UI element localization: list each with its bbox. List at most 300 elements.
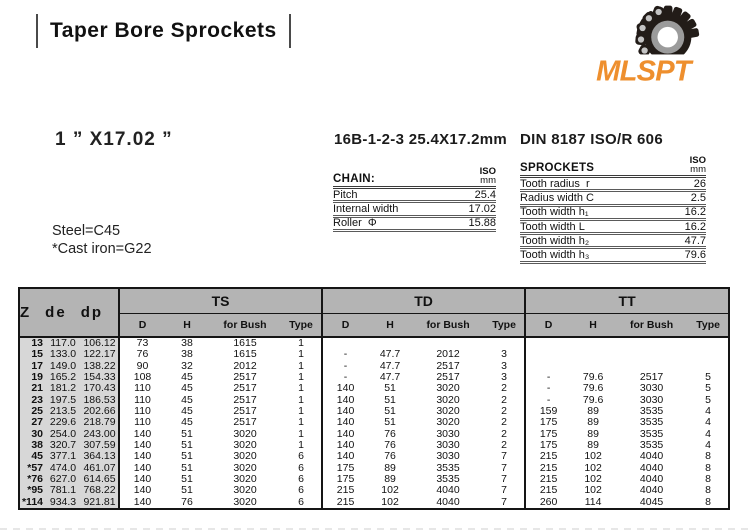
chain-spec-header xyxy=(333,167,496,189)
cell-value: - xyxy=(322,372,368,383)
spec-row xyxy=(520,192,706,206)
cell-de: 627.0 xyxy=(45,474,81,485)
cell-value: 4 xyxy=(705,417,712,429)
cell-value: 102 xyxy=(584,451,602,463)
table-row xyxy=(19,406,729,417)
spec-value: 15.88 xyxy=(468,217,496,230)
cell-value xyxy=(525,361,571,372)
cell-dp: 921.81 xyxy=(81,497,119,509)
group-header-ts: TS xyxy=(119,288,322,313)
cell-value xyxy=(688,337,729,349)
cell-value: 7 xyxy=(501,451,507,463)
cell-value: 4040 xyxy=(639,473,664,485)
cell-value: - xyxy=(322,349,368,360)
cell-value: 79.6 xyxy=(582,383,604,395)
spec-value: 47.7 xyxy=(684,234,706,247)
cell-value xyxy=(571,337,615,349)
cell-dp: 138.22 xyxy=(81,361,119,372)
cell-value: 2012 xyxy=(233,360,257,372)
cell-value: 1615 xyxy=(233,349,257,361)
header-dp: dp xyxy=(80,304,104,321)
cell-value: 4040 xyxy=(639,462,664,474)
cell-value: 76 xyxy=(119,349,165,360)
cell-de: 934.3 xyxy=(45,497,81,509)
cell-de: 133.0 xyxy=(45,349,81,360)
spec-row xyxy=(520,221,706,235)
cell-value: 110 xyxy=(119,395,165,406)
chain-spec-rows xyxy=(333,189,496,232)
cell-value: 215 xyxy=(322,485,368,496)
cell-value: 4040 xyxy=(436,496,460,508)
cell-value: - xyxy=(525,383,571,394)
cell-z: 15 xyxy=(19,349,45,360)
cell-value: - xyxy=(525,372,571,383)
cell-value: 3030 xyxy=(639,394,664,406)
cell-value: 3 xyxy=(501,360,507,372)
cell-value: 4040 xyxy=(639,451,664,463)
cell-value: 175 xyxy=(322,474,368,485)
chain-number-heading: 16B-1-2-3 25.4X17.2mm xyxy=(334,131,508,148)
cell-z: 27 xyxy=(19,417,45,428)
cell-value: 3535 xyxy=(639,405,664,417)
cell-dp: 461.07 xyxy=(81,463,119,474)
cell-value: 110 xyxy=(119,406,165,417)
cell-value: 3535 xyxy=(639,417,664,429)
cell-z: 21 xyxy=(19,383,45,394)
chain-spec-table xyxy=(333,167,496,232)
cell-value: 2517 xyxy=(233,417,257,429)
cell-value: 3020 xyxy=(436,394,460,406)
cell-value: 2 xyxy=(501,405,507,417)
cell-value: 102 xyxy=(584,485,602,497)
cell-value: 2517 xyxy=(436,371,460,383)
cell-value: 1 xyxy=(298,405,304,417)
cell-value: 45 xyxy=(181,417,193,429)
spec-label: Roller Φ xyxy=(333,217,377,230)
cell-value: - xyxy=(322,361,368,372)
cell-value: 89 xyxy=(587,405,599,417)
cell-value: 159 xyxy=(525,406,571,417)
page-title: Taper Bore Sprockets xyxy=(50,19,277,42)
cell-value: 3030 xyxy=(436,451,460,463)
spec-value: 25.4 xyxy=(474,188,496,201)
logo-wordmark: MLSPT xyxy=(596,55,691,86)
cell-dp: 364.13 xyxy=(81,451,119,462)
cell-value: 8 xyxy=(705,473,712,485)
cell-value: 76 xyxy=(384,439,396,451)
cell-de: 229.6 xyxy=(45,417,81,428)
cell-value: 102 xyxy=(381,485,399,497)
table-row xyxy=(19,417,729,428)
cell-value: 1 xyxy=(298,394,304,406)
spec-row xyxy=(333,189,496,203)
cell-value: 3020 xyxy=(436,383,460,395)
cell-value: 32 xyxy=(181,360,193,372)
cell-z: 30 xyxy=(19,429,45,440)
sprocket-spec-table xyxy=(520,156,706,264)
cell-value: 6 xyxy=(298,462,304,474)
col-header-td-forbush: for Bush xyxy=(412,313,484,337)
cell-de: 149.0 xyxy=(45,361,81,372)
cell-value: 4045 xyxy=(639,496,664,508)
cell-value: 89 xyxy=(384,473,396,485)
cell-value: 2 xyxy=(501,428,507,440)
group-header-tt: TT xyxy=(525,288,729,313)
header-z-de-dp xyxy=(19,288,119,337)
cell-value: 79.6 xyxy=(582,371,604,383)
cell-value: 7 xyxy=(501,485,507,497)
cell-de: 474.0 xyxy=(45,463,81,474)
cell-value: 215 xyxy=(525,485,571,496)
cell-value: 4 xyxy=(705,439,712,451)
chain-spec-title: CHAIN: xyxy=(333,173,376,185)
material-notes xyxy=(52,222,152,258)
cell-dp: 122.17 xyxy=(81,349,119,360)
cell-z: 23 xyxy=(19,395,45,406)
cell-z: 45 xyxy=(19,451,45,462)
cell-value xyxy=(368,337,412,349)
cell-value xyxy=(525,337,571,349)
cell-value: 76 xyxy=(384,428,396,440)
cell-value: 140 xyxy=(322,429,368,440)
cell-value: 140 xyxy=(119,474,165,485)
cell-value: 140 xyxy=(322,417,368,428)
cell-z: *57 xyxy=(19,463,45,474)
cell-value: 6 xyxy=(298,485,304,497)
page-edge-artifact xyxy=(0,528,750,530)
cell-de: 254.0 xyxy=(45,429,81,440)
cell-z: 13 xyxy=(19,337,45,349)
cell-dp: 614.65 xyxy=(81,474,119,485)
cell-value xyxy=(571,349,615,360)
table-row xyxy=(19,337,729,349)
cell-value: 140 xyxy=(119,440,165,451)
cell-value: 3535 xyxy=(639,439,664,451)
table-row xyxy=(19,349,729,360)
cell-value: 3030 xyxy=(436,428,460,440)
cell-value: 45 xyxy=(181,371,193,383)
cell-value: 89 xyxy=(384,462,396,474)
cell-de: 117.0 xyxy=(45,337,81,349)
col-header-ts-h: H xyxy=(165,313,209,337)
cell-value: 102 xyxy=(584,462,602,474)
cell-dp: 218.79 xyxy=(81,417,119,428)
cell-value: 140 xyxy=(322,383,368,394)
cell-value: 47.7 xyxy=(379,349,401,361)
cell-de: 213.5 xyxy=(45,406,81,417)
col-header-td-type: Type xyxy=(484,313,525,337)
cell-value: 8 xyxy=(705,451,712,463)
din-standard-heading: DIN 8187 ISO/R 606 xyxy=(520,131,663,148)
cell-value: 6 xyxy=(298,473,304,485)
cell-value: 140 xyxy=(119,451,165,462)
table-row xyxy=(19,383,729,394)
cell-value: 2517 xyxy=(436,360,460,372)
cell-value: 140 xyxy=(119,429,165,440)
cell-value: 1 xyxy=(298,360,304,372)
cell-value: 2 xyxy=(501,394,507,406)
spec-label: Internal width xyxy=(333,202,399,215)
cell-value: - xyxy=(525,395,571,406)
spec-value: 16.2 xyxy=(684,220,706,233)
cell-value: 5 xyxy=(705,371,712,383)
cell-value: 175 xyxy=(525,429,571,440)
cell-value: 215 xyxy=(525,451,571,462)
table-row xyxy=(19,463,729,474)
spec-row xyxy=(333,218,496,232)
spec-label: Pitch xyxy=(333,188,358,201)
cell-value: 45 xyxy=(181,405,193,417)
cell-value: 2 xyxy=(501,417,507,429)
cell-de: 377.1 xyxy=(45,451,81,462)
cell-value: 3020 xyxy=(233,485,257,497)
cell-value: 140 xyxy=(322,395,368,406)
cell-value: 7 xyxy=(501,496,507,508)
cell-value: 7 xyxy=(501,473,507,485)
spec-label: Tooth width h₃ xyxy=(520,249,590,262)
table-row xyxy=(19,372,729,383)
spec-value: 17.02 xyxy=(468,202,496,215)
table-row xyxy=(19,361,729,372)
cell-value: 3020 xyxy=(233,451,257,463)
col-header-td-d: D xyxy=(322,313,368,337)
cell-dp: 154.33 xyxy=(81,372,119,383)
cell-value: 89 xyxy=(587,428,599,440)
cell-value: 6 xyxy=(298,451,304,463)
table-row xyxy=(19,485,729,496)
spec-value: 2.5 xyxy=(690,191,706,204)
cell-z: 25 xyxy=(19,406,45,417)
cell-dp: 768.22 xyxy=(81,485,119,496)
cell-value: 38 xyxy=(181,349,193,361)
spec-row xyxy=(333,203,496,217)
cell-value: 3030 xyxy=(436,439,460,451)
cell-value: 51 xyxy=(384,394,396,406)
cell-z: 17 xyxy=(19,361,45,372)
cell-value: 140 xyxy=(322,440,368,451)
cell-value: 140 xyxy=(322,451,368,462)
cell-value: 140 xyxy=(119,497,165,509)
cell-de: 320.7 xyxy=(45,440,81,451)
cell-z: 38 xyxy=(19,440,45,451)
col-header-tt-forbush: for Bush xyxy=(615,313,688,337)
table-row xyxy=(19,474,729,485)
cell-de: 181.2 xyxy=(45,383,81,394)
cell-dp: 202.66 xyxy=(81,406,119,417)
sprocket-spec-title: SPROCKETS xyxy=(520,162,595,174)
spec-value: 26 xyxy=(693,177,706,190)
cell-value: 51 xyxy=(181,451,193,463)
cell-value: 1 xyxy=(298,428,304,440)
spec-row xyxy=(520,249,706,263)
cell-value: 175 xyxy=(525,417,571,428)
cell-value: 2517 xyxy=(233,383,257,395)
cell-value: 140 xyxy=(322,406,368,417)
cell-dp: 307.59 xyxy=(81,440,119,451)
table-row xyxy=(19,429,729,440)
dimensions-table-wrap xyxy=(18,287,730,510)
title-right-bar xyxy=(289,14,291,48)
cell-value: 4 xyxy=(705,428,712,440)
cell-value: 5 xyxy=(705,394,712,406)
cell-value: 2517 xyxy=(639,371,664,383)
cell-value: 8 xyxy=(705,462,712,474)
cell-value: 2 xyxy=(501,439,507,451)
dimensions-table xyxy=(18,287,730,510)
cell-de: 781.1 xyxy=(45,485,81,496)
cell-value: 90 xyxy=(119,361,165,372)
cell-value: 4 xyxy=(705,405,712,417)
cell-value: 3020 xyxy=(233,462,257,474)
cell-value: 2 xyxy=(501,383,507,395)
spec-label: Tooth width h₁ xyxy=(520,206,589,219)
cell-value: 2012 xyxy=(436,349,460,361)
cell-value xyxy=(615,337,688,349)
cell-value: 45 xyxy=(181,394,193,406)
material-note-cast-iron: *Cast iron=G22 xyxy=(52,241,152,257)
cell-de: 165.2 xyxy=(45,372,81,383)
cell-value: 114 xyxy=(584,496,602,508)
col-header-tt-h: H xyxy=(571,313,615,337)
col-header-td-h: H xyxy=(368,313,412,337)
spec-label: Tooth width h₂ xyxy=(520,234,590,247)
cell-value: 8 xyxy=(705,485,712,497)
cell-de: 197.5 xyxy=(45,395,81,406)
cell-value: 51 xyxy=(384,383,396,395)
cell-dp: 170.43 xyxy=(81,383,119,394)
cell-value: 3 xyxy=(501,349,507,361)
cell-value: 140 xyxy=(119,485,165,496)
spec-value: 79.6 xyxy=(684,249,706,262)
cell-value: 1 xyxy=(298,349,304,361)
cell-dp: 186.53 xyxy=(81,395,119,406)
cell-value: 215 xyxy=(525,474,571,485)
cell-value: 6 xyxy=(298,496,304,508)
cell-value: 175 xyxy=(322,463,368,474)
cell-value xyxy=(571,361,615,372)
cell-value xyxy=(525,349,571,360)
spec-row xyxy=(520,207,706,221)
header-de: de xyxy=(45,304,67,321)
cell-z: *95 xyxy=(19,485,45,496)
cell-value: 1 xyxy=(298,337,304,349)
cell-value: 8 xyxy=(705,496,712,508)
cell-value: 47.7 xyxy=(379,360,401,372)
cell-value: 3020 xyxy=(436,417,460,429)
header-z: Z xyxy=(20,304,32,321)
cell-value: 4040 xyxy=(639,485,664,497)
cell-value: 47.7 xyxy=(379,371,401,383)
size-heading: 1 ” X17.02 ” xyxy=(55,129,173,150)
cell-value: 76 xyxy=(384,451,396,463)
cell-value: 7 xyxy=(501,462,507,474)
cell-value xyxy=(615,361,688,372)
cell-value: 45 xyxy=(181,383,193,395)
spec-value: 16.2 xyxy=(684,206,706,219)
cell-value: 4040 xyxy=(436,485,460,497)
col-header-ts-forbush: for Bush xyxy=(209,313,281,337)
cell-value: 1 xyxy=(298,383,304,395)
table-row xyxy=(19,395,729,406)
col-header-tt-type: Type xyxy=(688,313,729,337)
spec-label: Tooth width L xyxy=(520,220,585,233)
cell-value: 73 xyxy=(119,337,165,349)
cell-value: 260 xyxy=(525,497,571,509)
col-header-tt-d: D xyxy=(525,313,571,337)
cell-value: 2517 xyxy=(233,371,257,383)
cell-value: 3020 xyxy=(233,428,257,440)
unit-label: ISO mm xyxy=(479,166,496,186)
col-header-ts-type: Type xyxy=(281,313,322,337)
cell-value: 51 xyxy=(181,473,193,485)
cell-value xyxy=(412,337,484,349)
cell-z: *76 xyxy=(19,474,45,485)
cell-value xyxy=(688,361,729,372)
sprocket-spec-rows xyxy=(520,178,706,264)
table-row xyxy=(19,451,729,462)
cell-value: 215 xyxy=(322,497,368,509)
cell-value: 110 xyxy=(119,417,165,428)
cell-value: 1615 xyxy=(233,337,257,349)
cell-value: 3020 xyxy=(233,496,257,508)
spec-label: Radius width C xyxy=(520,191,594,204)
cell-value: 76 xyxy=(181,496,193,508)
cell-value xyxy=(688,349,729,360)
spec-label: Tooth radius r xyxy=(520,177,590,190)
page-title-block xyxy=(36,13,291,49)
table-row xyxy=(19,440,729,451)
cell-value: 38 xyxy=(181,337,193,349)
cell-z: *114 xyxy=(19,497,45,509)
cell-value: 215 xyxy=(525,463,571,474)
cell-value: 3 xyxy=(501,371,507,383)
cell-value: 1 xyxy=(298,417,304,429)
cell-value: 51 xyxy=(181,485,193,497)
cell-z: 19 xyxy=(19,372,45,383)
col-header-ts-d: D xyxy=(119,313,165,337)
cell-value: 2517 xyxy=(233,405,257,417)
table-row xyxy=(19,497,729,509)
cell-value: 140 xyxy=(119,463,165,474)
cell-value: 89 xyxy=(587,417,599,429)
group-header-td: TD xyxy=(322,288,525,313)
cell-value: 102 xyxy=(381,496,399,508)
cell-value: 5 xyxy=(705,383,712,395)
cell-value: 108 xyxy=(119,372,165,383)
cell-value xyxy=(322,337,368,349)
cell-value: 3535 xyxy=(436,462,460,474)
sprocket-spec-header xyxy=(520,156,706,178)
cell-value: 51 xyxy=(181,462,193,474)
cell-value: 51 xyxy=(181,439,193,451)
cell-value: 51 xyxy=(384,417,396,429)
spec-row xyxy=(520,235,706,249)
cell-value: 89 xyxy=(587,439,599,451)
cell-value: 51 xyxy=(384,405,396,417)
cell-value xyxy=(484,337,525,349)
cell-value: 102 xyxy=(584,473,602,485)
cell-dp: 243.00 xyxy=(81,429,119,440)
cell-value: 3535 xyxy=(436,473,460,485)
cell-value: 3020 xyxy=(233,473,257,485)
cell-value: 3030 xyxy=(639,383,664,395)
spec-row xyxy=(520,178,706,192)
cell-value: 3020 xyxy=(233,439,257,451)
cell-value: 175 xyxy=(525,440,571,451)
sprocket-chain-icon xyxy=(593,4,711,86)
cell-value: 2517 xyxy=(233,394,257,406)
material-note-steel: Steel=C45 xyxy=(52,223,121,239)
